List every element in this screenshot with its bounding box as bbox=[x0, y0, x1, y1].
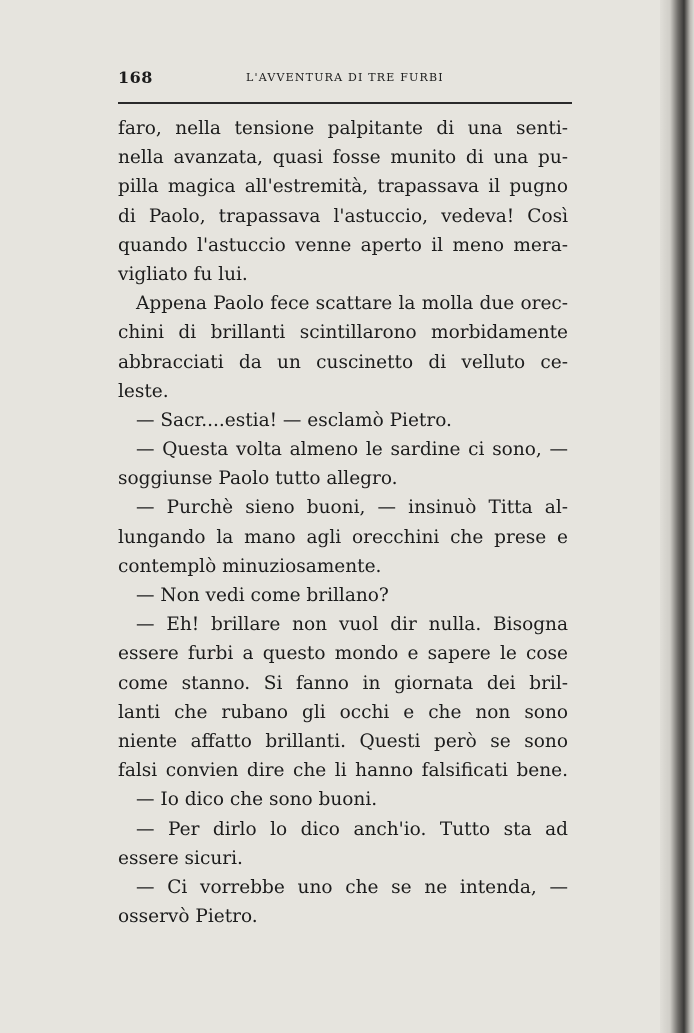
text-line: lanti che rubano gli occhi e che non sono bbox=[118, 701, 568, 723]
header-rule bbox=[118, 102, 572, 104]
text-line: essere sicuri. bbox=[118, 847, 243, 869]
text-line: — Per dirlo lo dico anch'io. Tutto sta ad bbox=[136, 818, 568, 840]
text-line: vigliato fu lui. bbox=[118, 263, 248, 285]
text-line: falsi convien dire che li hanno falsificati bene. bbox=[118, 760, 568, 782]
text-line: contemplò minuziosamente. bbox=[118, 555, 382, 577]
text-line: lungando la mano agli orecchini che prese e bbox=[118, 526, 568, 548]
text-line: pilla magica all'estremità, trapassava il pugno bbox=[118, 176, 568, 198]
text-line: nella avanzata, quasi fosse munito di una pu- bbox=[118, 147, 568, 169]
text-line: quando l'astuccio venne aperto il meno mera- bbox=[118, 234, 568, 256]
text-line: abbracciati da un cuscinetto di velluto ce- bbox=[118, 351, 568, 373]
page-header bbox=[118, 68, 572, 90]
text-line: chini di brillanti scintillarono morbidamente bbox=[118, 322, 568, 344]
page-binding-edge bbox=[660, 0, 694, 1033]
text-line: — Eh! brillare non vuol dir nulla. Bisogna bbox=[136, 614, 568, 636]
text-line: niente affatto brillanti. Questi però se sono bbox=[118, 730, 568, 752]
text-line: di Paolo, trapassava l'astuccio, vedeva! Così bbox=[118, 205, 568, 227]
text-line: leste. bbox=[118, 380, 169, 402]
text-line: — Questa volta almeno le sardine ci sono, — bbox=[136, 439, 568, 461]
text-line: — Sacr....estia! — esclamò Pietro. bbox=[136, 409, 452, 431]
text-line: — Non vedi come brillano? bbox=[136, 585, 389, 606]
body-text bbox=[118, 114, 568, 931]
text-line: — Purchè sieno buoni, — insinuò Titta al- bbox=[136, 497, 568, 519]
text-line: osservò Pietro. bbox=[118, 906, 258, 928]
text-line: essere furbi a questo mondo e sapere le cose bbox=[118, 643, 568, 665]
text-line: — Io dico che sono buoni. bbox=[136, 789, 378, 811]
text-line: Appena Paolo fece scattare la molla due orec- bbox=[136, 293, 568, 315]
text-line: faro, nella tensione palpitante di una senti- bbox=[118, 118, 568, 139]
text-line: soggiunse Paolo tutto allegro. bbox=[118, 468, 398, 490]
text-line: come stanno. Si fanno in giornata dei bril- bbox=[118, 672, 568, 694]
page-number: 168 bbox=[118, 68, 153, 87]
running-title: L'AVVENTURA DI TRE FURBI bbox=[246, 71, 444, 84]
text-line: — Ci vorrebbe uno che se ne intenda, — bbox=[136, 876, 568, 898]
